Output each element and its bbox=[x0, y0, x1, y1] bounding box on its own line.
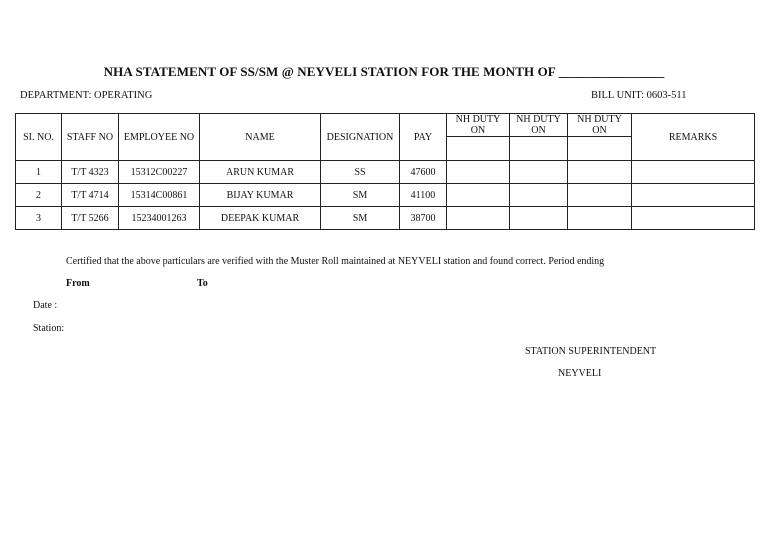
from-label: From bbox=[66, 278, 90, 289]
sl-no-cell: 3 bbox=[16, 207, 62, 230]
header-nh-duty-3: NH DUTY ON bbox=[568, 114, 632, 137]
staff-no-cell: T/T 4714 bbox=[62, 184, 119, 207]
header-sl-no: SI. NO. bbox=[16, 114, 62, 161]
table-row bbox=[16, 184, 755, 207]
employee-no-cell: 15312C00227 bbox=[119, 161, 200, 184]
certification-text: Certified that the above particulars are verified with the Muster Roll maintained at NEYVELI station and found correct. Period ending bbox=[66, 256, 605, 267]
nh-duty-2-cell bbox=[510, 161, 568, 184]
signatory-place: NEYVELI bbox=[558, 368, 602, 379]
header-nh-duty-2: NH DUTY ON bbox=[510, 114, 568, 137]
nh-duty-3-date-cell bbox=[568, 137, 632, 161]
pay-cell: 41100 bbox=[400, 184, 447, 207]
date-label: Date : bbox=[33, 300, 58, 311]
nh-duty-3-cell bbox=[568, 161, 632, 184]
staff-table bbox=[15, 113, 755, 230]
bill-unit-label: BILL UNIT: 0603-511 bbox=[591, 90, 687, 101]
sl-no-cell: 1 bbox=[16, 161, 62, 184]
remarks-cell bbox=[632, 207, 755, 230]
header-employee-no: EMPLOYEE NO bbox=[119, 114, 200, 161]
pay-cell: 47600 bbox=[400, 161, 447, 184]
table-row bbox=[16, 207, 755, 230]
to-label: To bbox=[197, 278, 208, 289]
pay-cell: 38700 bbox=[400, 207, 447, 230]
department-label: DEPARTMENT: OPERATING bbox=[20, 90, 153, 101]
employee-no-cell: 15314C00861 bbox=[119, 184, 200, 207]
nh-duty-1-cell bbox=[447, 161, 510, 184]
name-cell: ARUN KUMAR bbox=[200, 161, 321, 184]
nh-duty-3-cell bbox=[568, 207, 632, 230]
table-row bbox=[16, 161, 755, 184]
signatory-title: STATION SUPERINTENDENT bbox=[525, 346, 657, 357]
staff-no-cell: T/T 4323 bbox=[62, 161, 119, 184]
employee-no-cell: 15234001263 bbox=[119, 207, 200, 230]
header-designation: DESIGNATION bbox=[321, 114, 400, 161]
header-staff-no: STAFF NO bbox=[62, 114, 119, 161]
designation-cell: SS bbox=[321, 161, 400, 184]
remarks-cell bbox=[632, 161, 755, 184]
header-remarks: REMARKS bbox=[632, 114, 755, 161]
sl-no-cell: 2 bbox=[16, 184, 62, 207]
name-cell: BIJAY KUMAR bbox=[200, 184, 321, 207]
designation-cell: SM bbox=[321, 184, 400, 207]
name-cell: DEEPAK KUMAR bbox=[200, 207, 321, 230]
header-pay: PAY bbox=[400, 114, 447, 161]
header-nh-duty-1: NH DUTY ON bbox=[447, 114, 510, 137]
nh-duty-2-cell bbox=[510, 207, 568, 230]
staff-no-cell: T/T 5266 bbox=[62, 207, 119, 230]
nh-duty-1-cell bbox=[447, 184, 510, 207]
document-title: NHA STATEMENT OF SS/SM @ NEYVELI STATION FOR THE MONTH OF ________________ bbox=[103, 64, 665, 79]
remarks-cell bbox=[632, 184, 755, 207]
nh-duty-3-cell bbox=[568, 184, 632, 207]
nh-duty-1-cell bbox=[447, 207, 510, 230]
nh-duty-2-cell bbox=[510, 184, 568, 207]
nh-duty-2-date-cell bbox=[510, 137, 568, 161]
designation-cell: SM bbox=[321, 207, 400, 230]
header-name: NAME bbox=[200, 114, 321, 161]
nh-duty-1-date-cell bbox=[447, 137, 510, 161]
station-label: Station: bbox=[33, 323, 65, 334]
